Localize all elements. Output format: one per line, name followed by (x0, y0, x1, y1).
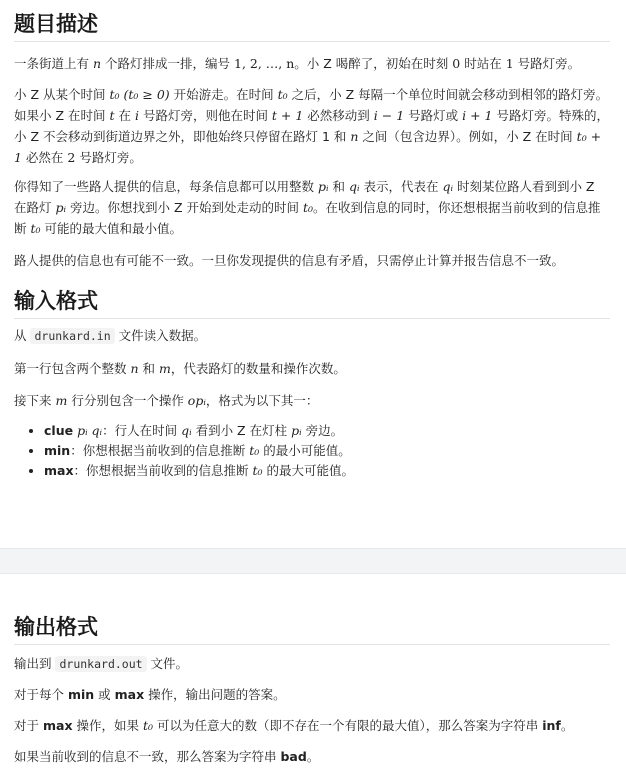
operation-list (14, 421, 610, 481)
input-paragraph-2: 第一行包含两个整数 n 和 m，代表路灯的数量和操作次数。 (14, 361, 346, 376)
description-paragraph-2: 小 Z 从某个时间 t₀ (t₀ ≥ 0) 开始游走。在时间 t₀ 之后，小 Z 每隔一个单位时间就会移动到相邻的路灯旁。如果小 Z 在时间 t 在 i 号路灯旁，则他在时间 t + 1 必然移动到 i − 1 号路灯或 i + 1 号路灯旁。特殊的，小 Z 不会移动到街道边界之外，即他始终只停留在路灯 1 和 n 之间（包含边界）。例如，小 Z 在时间 t₀ + 1 必然在 2 号路灯旁。 (14, 87, 609, 165)
input-section (14, 285, 610, 319)
output-paragraph-4: 如果当前收到的信息不一致，那么答案为字符串 bad。 (14, 749, 320, 764)
output-filename: drunkard.out (55, 656, 146, 672)
list-item: • min：你想根据当前收到的信息推断 t₀ 的最小可能值。 (44, 441, 610, 461)
description-paragraph-4: 路人提供的信息也有可能不一致。一旦你发现提供的信息有矛盾，只需停止计算并报告信息不一致。 (14, 253, 565, 268)
description-section (14, 8, 610, 42)
page-break (0, 548, 626, 574)
output-paragraph-3: 对于 max 操作，如果 t₀ 可以为任意大的数（即不存在一个有限的最大值），那么答案为字符串 inf。 (14, 718, 574, 733)
input-heading: 输入格式 (14, 285, 610, 319)
input-filename: drunkard.in (30, 328, 114, 344)
input-paragraph-3: 接下来 m 行分别包含一个操作 opᵢ，格式为以下其一： (14, 393, 319, 408)
input-paragraph-1: 从 drunkard.in 文件读入数据。 (14, 328, 207, 343)
output-paragraph-2: 对于每个 min 或 max 操作，输出问题的答案。 (14, 687, 286, 702)
output-paragraph-1: 输出到 drunkard.out 文件。 (14, 656, 189, 671)
description-paragraph-3: 你得知了一些路人提供的信息，每条信息都可以用整数 pᵢ 和 qᵢ 表示，代表在 qᵢ 时刻某位路人看到到小 Z 在路灯 pᵢ 旁边。你想找到小 Z 开始到处走动的时间 t₀。在收到信息的同时，你还想根据当前收到的信息推断 t₀ 可能的最大值和最小值。 (14, 179, 601, 236)
list-item: • max：你想根据当前收到的信息推断 t₀ 的最大可能值。 (44, 461, 610, 481)
output-heading: 输出格式 (14, 611, 610, 645)
description-paragraph-1: 一条街道上有 n 个路灯排成一排，编号 1, 2, …, n。小 Z 喝醉了，初始在时刻 0 时站在 1 号路灯旁。 (14, 56, 581, 71)
output-section (14, 611, 610, 645)
description-heading: 题目描述 (14, 8, 610, 42)
list-item: • clue pᵢ qᵢ：行人在时间 qᵢ 看到小 Z 在灯柱 pᵢ 旁边。 (44, 421, 610, 441)
